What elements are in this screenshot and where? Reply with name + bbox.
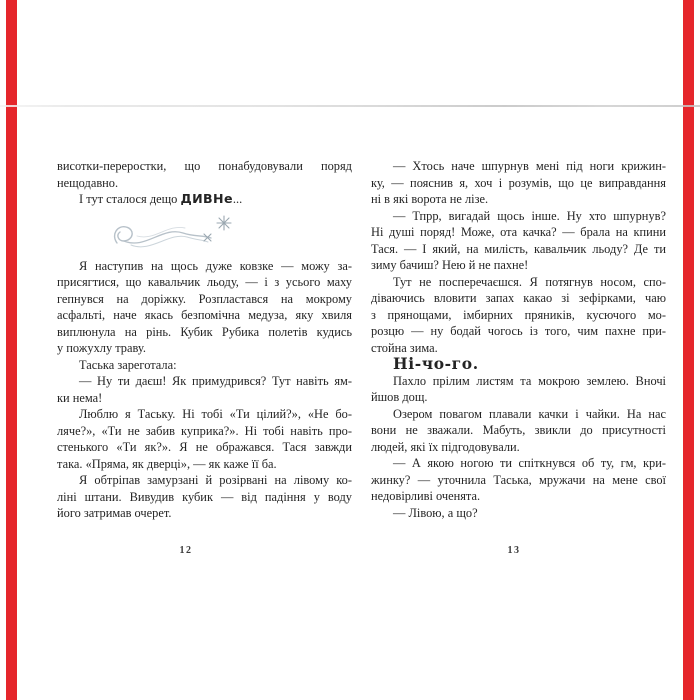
stylized-word: ДИВНе	[180, 191, 233, 206]
text-line: Озером повагом плавали качки і чайки. На нас	[393, 406, 666, 421]
right-page-text	[371, 158, 666, 521]
text-line: ліні штани. Вивудив кубик — від падіння у воду	[57, 489, 352, 504]
page-number-right: 13	[507, 545, 521, 556]
text-line: Я наступив на щось дуже ковзке — можу за-	[79, 258, 352, 273]
emphasis-line: Ні-чо-го.	[393, 354, 479, 373]
text-line: недовірливі оченята.	[371, 489, 481, 503]
text-line: — А якою ногою ти спіткнувся об ту, гм, кри-	[393, 456, 666, 470]
text-line: Ні душі поряд! Може, ота качка? — брала на кпини	[371, 225, 666, 239]
text-line: стенького «Ти як?». Я не ображався. Тася завжди	[57, 440, 352, 454]
text-line: з прянощами, імбирних пряників, кусючого мо-	[371, 307, 666, 322]
text-line: асфальті, наче якась безпомічна медуза, яку хвиля	[57, 308, 352, 322]
text-line: стойна зима.	[371, 340, 438, 355]
text-line: ку, — пояснив я, хоч і розумів, що це виправдання	[371, 175, 666, 190]
text-line: діваючись вловити запах какао зі зефірками, чаю	[371, 291, 666, 305]
page-number-left: 12	[179, 545, 193, 556]
text-line: жинку? — уточнила Таська, мружачи на мене свої	[371, 472, 666, 487]
text-line: ки нема!	[57, 390, 103, 405]
text-line: Тася. — І який, на милість, кавальчик льоду? Де ти	[371, 241, 666, 256]
asterisk-star-icon	[217, 216, 231, 230]
text-line: — Ну ти даєш! Як примудрився? Тут навіть ям-	[79, 374, 352, 388]
text-line: гепнувся на доріжку. Розпластався на мокрому	[57, 291, 352, 306]
text-line: Люблю я Таську. Ні тобі «Ти цілий?», «Не бо-	[79, 407, 352, 421]
text-line: виплюнула на рінь. Кубик Рубика полетів кудись	[57, 324, 352, 339]
text-line: Пахло прілим листям та мокрою землею. Вночі	[393, 373, 666, 388]
text-line: нещодавно.	[57, 175, 119, 190]
left-page-text	[57, 158, 352, 522]
text-line: — Лівою, а що?	[393, 505, 478, 520]
text-line: І тут сталося дещо ДИВНе...	[79, 191, 243, 206]
text-line: така. «Пряма, як дверці», — як каже її ба.	[57, 456, 277, 471]
text-line: Таська зареготала:	[79, 357, 177, 372]
text-line: ні в які ворота не лізе.	[371, 192, 489, 206]
text-line: — Хтось наче шпурнув мені під ноги крижин-	[393, 159, 666, 173]
ornament-slot	[57, 208, 352, 258]
text-line: у пожухлу траву.	[57, 341, 146, 355]
text-line: Тут не посперечаєшся. Я потягнув носом, спо-	[393, 274, 666, 289]
text-line: зиму бачиш? Нею й не пахне!	[371, 258, 529, 272]
text-line: ляче?», «Ти не забив куприка?». Ні тобі навіть про-	[57, 423, 352, 438]
text-line: розцю — ну бодай чогось із того, чим пахне при-	[371, 324, 666, 338]
text-line: вони не зважали. Мабуть, звикли до присутності	[371, 423, 666, 437]
text-line: Я обтріпав замурзані й розірвані на лівому ко-	[79, 473, 352, 487]
scan-fold-line	[0, 105, 700, 107]
text-line: — Тпрр, вигадай щось інше. Ну хто шпурнув?	[393, 208, 666, 223]
text-line: його затримав очерет.	[57, 506, 172, 520]
text-line: людей, які їх підгодовували.	[371, 439, 520, 454]
text-line: присягтися, що кавальчик льоду, — і з усього маху	[57, 275, 352, 289]
text-line: йшов дощ.	[371, 390, 428, 404]
text-line: висотки-переростки, що понабудовували поряд	[57, 159, 352, 173]
swirl-ornament	[109, 212, 243, 256]
